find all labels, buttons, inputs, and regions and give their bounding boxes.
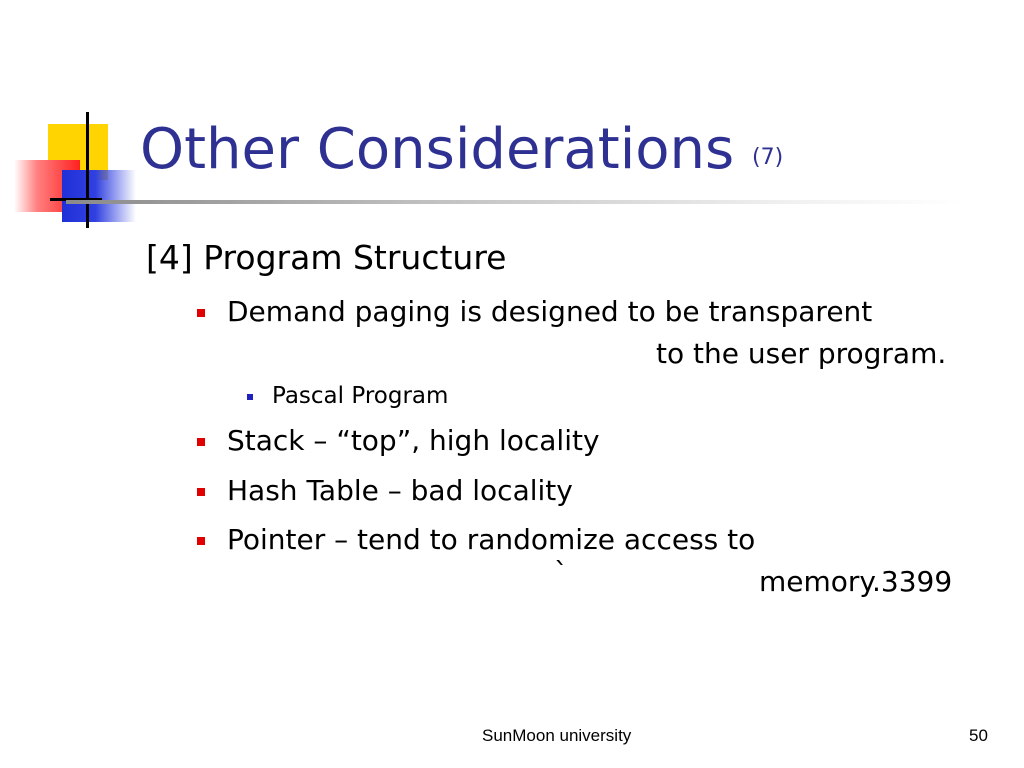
bullet-marker: [197, 438, 205, 446]
bullet-text: Hash Table – bad locality: [227, 474, 573, 507]
title-underline: [66, 200, 966, 204]
bullet-text-continuation: to the user program.: [656, 337, 947, 370]
section-heading: [4] Program Structure: [146, 238, 507, 277]
sub-bullet-marker: [247, 394, 253, 400]
slide-title-text: Other Considerations: [140, 117, 735, 182]
page-number: 50: [969, 726, 988, 745]
sub-bullet-text: Pascal Program: [272, 383, 449, 409]
stray-mark: `: [554, 556, 568, 589]
bullet-text: Pointer – tend to randomize access to: [227, 523, 756, 556]
footer-university: SunMoon university: [482, 726, 632, 745]
bullet-text: Stack – “top”, high locality: [227, 424, 600, 457]
bullet-marker: [197, 309, 205, 317]
bullet-marker: [197, 488, 205, 496]
bullet-marker: [197, 537, 205, 545]
logo-blue-square: [62, 170, 136, 222]
bullet-text-continuation: memory.3399: [759, 565, 953, 598]
logo-vertical-line: [86, 112, 89, 228]
slide-title: [140, 114, 783, 186]
bullet-text: Demand paging is designed to be transparent: [227, 295, 873, 328]
slide-title-number: (7): [752, 145, 784, 170]
